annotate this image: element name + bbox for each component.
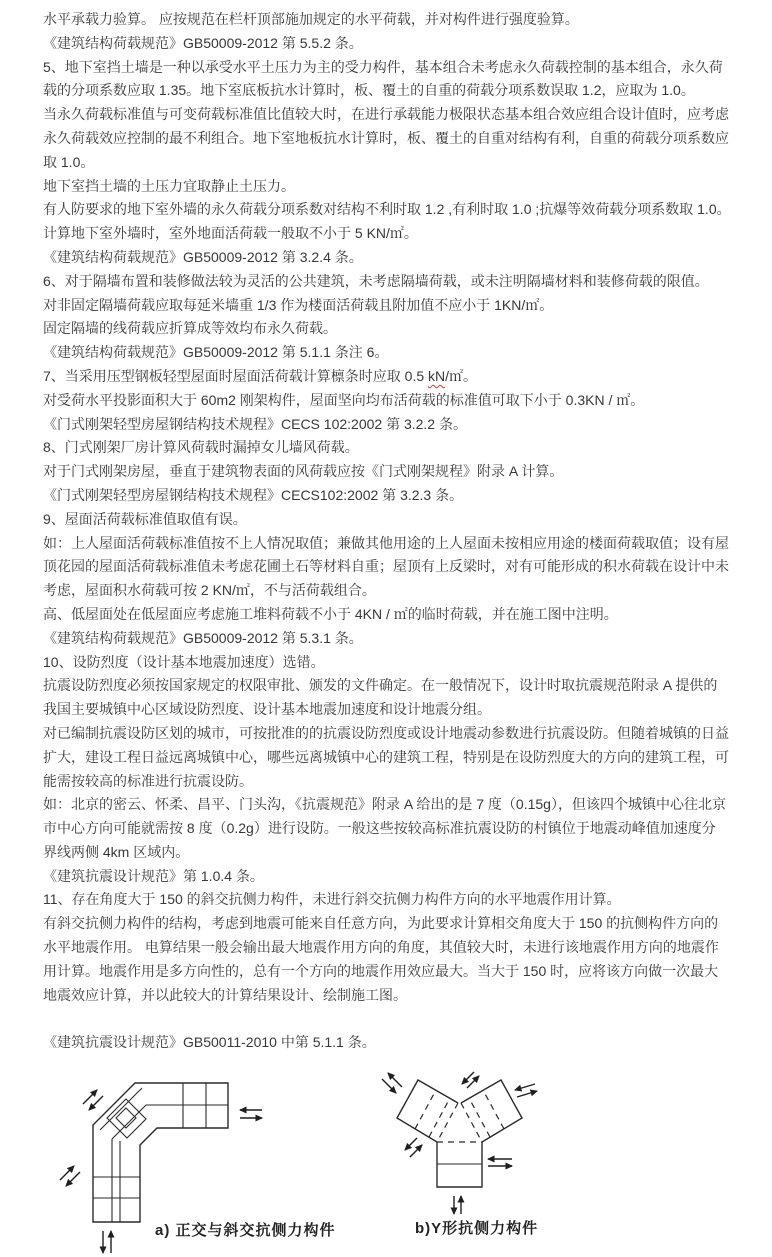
- shear-arrows-bottom-icon: [454, 1196, 461, 1214]
- text-line: 扩大，建设工程日益远离城镇中心，哪些远离城镇中心的建筑工程，特别是在设防烈度大的方向的建筑工程，可: [43, 748, 729, 765]
- text-line: 永久荷载效应控制的最不利组合。地下室地板抗水计算时，板、覆土的自重对结构有利，自重的荷载分项系数应: [43, 129, 729, 146]
- text-line: 界线两侧 4km 区域内。: [43, 843, 190, 860]
- text-line: 有人防要求的地下室外墙的永久荷载分项系数对结构不利时取 1.2 ,有利时取 1.0 ;抗爆等效荷载分项系数取 1.0。: [43, 201, 731, 218]
- text-line: 6、对于隔墙布置和装修做法较为灵活的公共建筑，未考虑隔墙荷载，或未注明隔墙材料和装修荷载的限值。: [43, 272, 709, 289]
- text-line: 9、屋面活荷载标准值取值有误。: [43, 510, 247, 527]
- text-line: 水平地震作用。 电算结果一般会输出最大地震作用方向的角度，其值较大时，未进行该地震作用方向的地震作: [43, 939, 719, 956]
- text-line: 《建筑抗震设计规范》第 1.0.4 条。: [43, 867, 264, 884]
- text-line: 对非固定隔墙荷载应取每延米墙重 1/3 作为楼面活荷载且附加值不应小于 1KN/㎡。: [43, 296, 554, 313]
- text-line: 对受荷水平投影面积大于 60m2 刚架构件，屋面坚向均布活荷载的标准值可取下小于 0.3KN / ㎡。: [43, 391, 645, 408]
- text-line: 用计算。地震作用是多方向性的，总有一个方向的地震作用效应最大。当大于 150 时，应将该方向做一次最大: [43, 962, 719, 979]
- text-line: 地下室挡土墙的土压力宜取静止土压力。: [43, 177, 295, 194]
- text-line: 对已编制抗震设防区划的城市，可按批准的的抗震设防烈度或设计地震动参数进行抗震设防。但随着城镇的日益: [43, 724, 729, 741]
- text-line: 取 1.0。: [43, 153, 95, 170]
- text-line: 对于门式刚架房屋，垂直于建筑物表面的风荷载应按《门式刚架规程》附录 A 计算。: [43, 463, 564, 480]
- text-line: 5、地下室挡土墙是一种以承受水平土压力为主的受力构件，基本组合未考虑永久荷载控制的基本组合，永久荷: [43, 58, 723, 75]
- shear-arrows-bottom-icon: [103, 1231, 111, 1253]
- shear-arrows-right-icon: [488, 1159, 512, 1166]
- text-line: 当永久荷载标准值与可变荷载标准值比值较大时，在进行承载能力极限状态基本组合效应组合设计值时，应考虑: [43, 106, 729, 123]
- figure-orthogonal-oblique-plan: [50, 1075, 380, 1257]
- shear-arrows-left-icon: [405, 1138, 422, 1157]
- shear-arrows-top-left-icon: [83, 1090, 103, 1110]
- text-line: [43, 1007, 743, 1031]
- text-line: [43, 365, 743, 389]
- figure-b-caption: b)Y形抗侧力构件: [415, 1220, 539, 1237]
- text-line: 高、低屋面处在低屋面应考虑施工堆料荷载不小于 4KN / ㎡的临时荷载，并在施工图中注明。: [43, 605, 618, 622]
- text-line: 《建筑结构荷载规范》GB50009-2012 第 3.2.4 条。: [43, 248, 363, 265]
- text-line: 我国主要城镇中心区域设防烈度、设计基本地震加速度和设计地震分组。: [43, 701, 491, 718]
- text-line: 抗震设防烈度必须按国家规定的权限审批、颁发的文件确定。在一般情况下，设计时取抗震规范附录 A 提供的: [43, 677, 718, 694]
- text-line: 《建筑结构荷载规范》GB50009-2012 第 5.5.2 条。: [43, 34, 363, 51]
- text-line: 计算地下室外墙时，室外地面活荷载一般取不小于 5 KN/㎡。: [43, 225, 418, 242]
- shear-arrows-top-left-icon: [382, 1073, 402, 1093]
- text-line: 《建筑结构荷载规范》GB50009-2012 第 5.3.1 条。: [43, 629, 363, 646]
- body-text: [43, 8, 743, 1055]
- text-line: 固定隔墙的线荷载应折算成等效均布永久荷载。: [43, 320, 337, 337]
- text-line: 有斜交抗侧力构件的结构，考虑到地震可能来自任意方向，为此要求计算相交角度大于 150 的抗侧构件方向的: [43, 915, 719, 932]
- text-line: 如：上人屋面活荷载标准值按不上人情况取值；兼做其他用途的上人屋面未按相应用途的楼面荷载取值；设有屋: [43, 534, 729, 551]
- text-line: 《建筑抗震设计规范》GB50011-2010 中第 5.1.1 条。: [43, 1034, 376, 1051]
- shear-arrows-top-right-icon: [515, 1084, 537, 1097]
- text-line: 顶花园的屋面活荷载标准值未考虑花圃土石等材料自重；屋顶有上反梁时，对有可能形成的积水荷载在设计中未: [43, 558, 729, 575]
- text-line: 如：北京的密云、怀柔、昌平、门头沟，《抗震规范》附录 A 给出的是 7 度（0.15g），但该四个城镇中心往北京: [43, 796, 726, 813]
- text-line: 能需按较高的标准进行抗震设防。: [43, 772, 253, 789]
- text-line: 水平承载力验算。 应按规范在栏杆顶部施加规定的水平荷载，并对构件进行强度验算。: [43, 11, 579, 27]
- text-line: 《门式刚架轻型房屋钢结构技术规程》CECS 102:2002 第 3.2.2 条。: [43, 415, 467, 432]
- text-line: 市中心方向可能就需按 8 度（0.2g）进行设防。一般这些按较高标准抗震设防的村镇位于地震动峰值加速度分: [43, 820, 716, 837]
- text-line: 10、设防烈度（设计基本地震加速度）选错。: [43, 653, 325, 670]
- shear-arrows-left-icon: [60, 1166, 80, 1186]
- figure-y-shaped-plan: [375, 1070, 675, 1257]
- text-line: 考虑，屋面积水荷载可按 2 KN/㎡，不与活荷载组合。: [43, 582, 376, 599]
- text-line: 《门式刚架轻型房屋钢结构技术规程》CECS102:2002 第 3.2.3 条。: [43, 486, 464, 503]
- text-segment: 7、当采用压型钢板轻型屋面时屋面活荷载计算檩条时应取 0.5: [43, 367, 429, 384]
- text-line: 《建筑结构荷载规范》GB50009-2012 第 5.1.1 条注 6。: [43, 344, 389, 361]
- text-line: 8、门式刚架厂房计算风荷载时漏掉女儿墙风荷载。: [43, 439, 359, 456]
- shear-arrows-top-center-icon: [462, 1072, 479, 1088]
- shear-arrows-right-icon: [240, 1110, 262, 1118]
- text-segment: /㎡。: [445, 367, 478, 384]
- text-line: 载的分项系数应取 1.35。地下室底板抗水计算时，板、覆土的自重的荷载分项系数误取 1.2，应取为 1.0。: [43, 82, 695, 99]
- text-line: 地震效应计算，并以此较大的计算结果设计、绘制施工图。: [43, 986, 407, 1003]
- text-line: 11、存在角度大于 150 的斜交抗侧力构件，未进行斜交抗侧力构件方向的水平地震作用计算。: [43, 891, 621, 908]
- figure-a-caption: a) 正交与斜交抗侧力构件: [155, 1222, 336, 1239]
- spellcheck-marked-text: kN: [428, 367, 446, 384]
